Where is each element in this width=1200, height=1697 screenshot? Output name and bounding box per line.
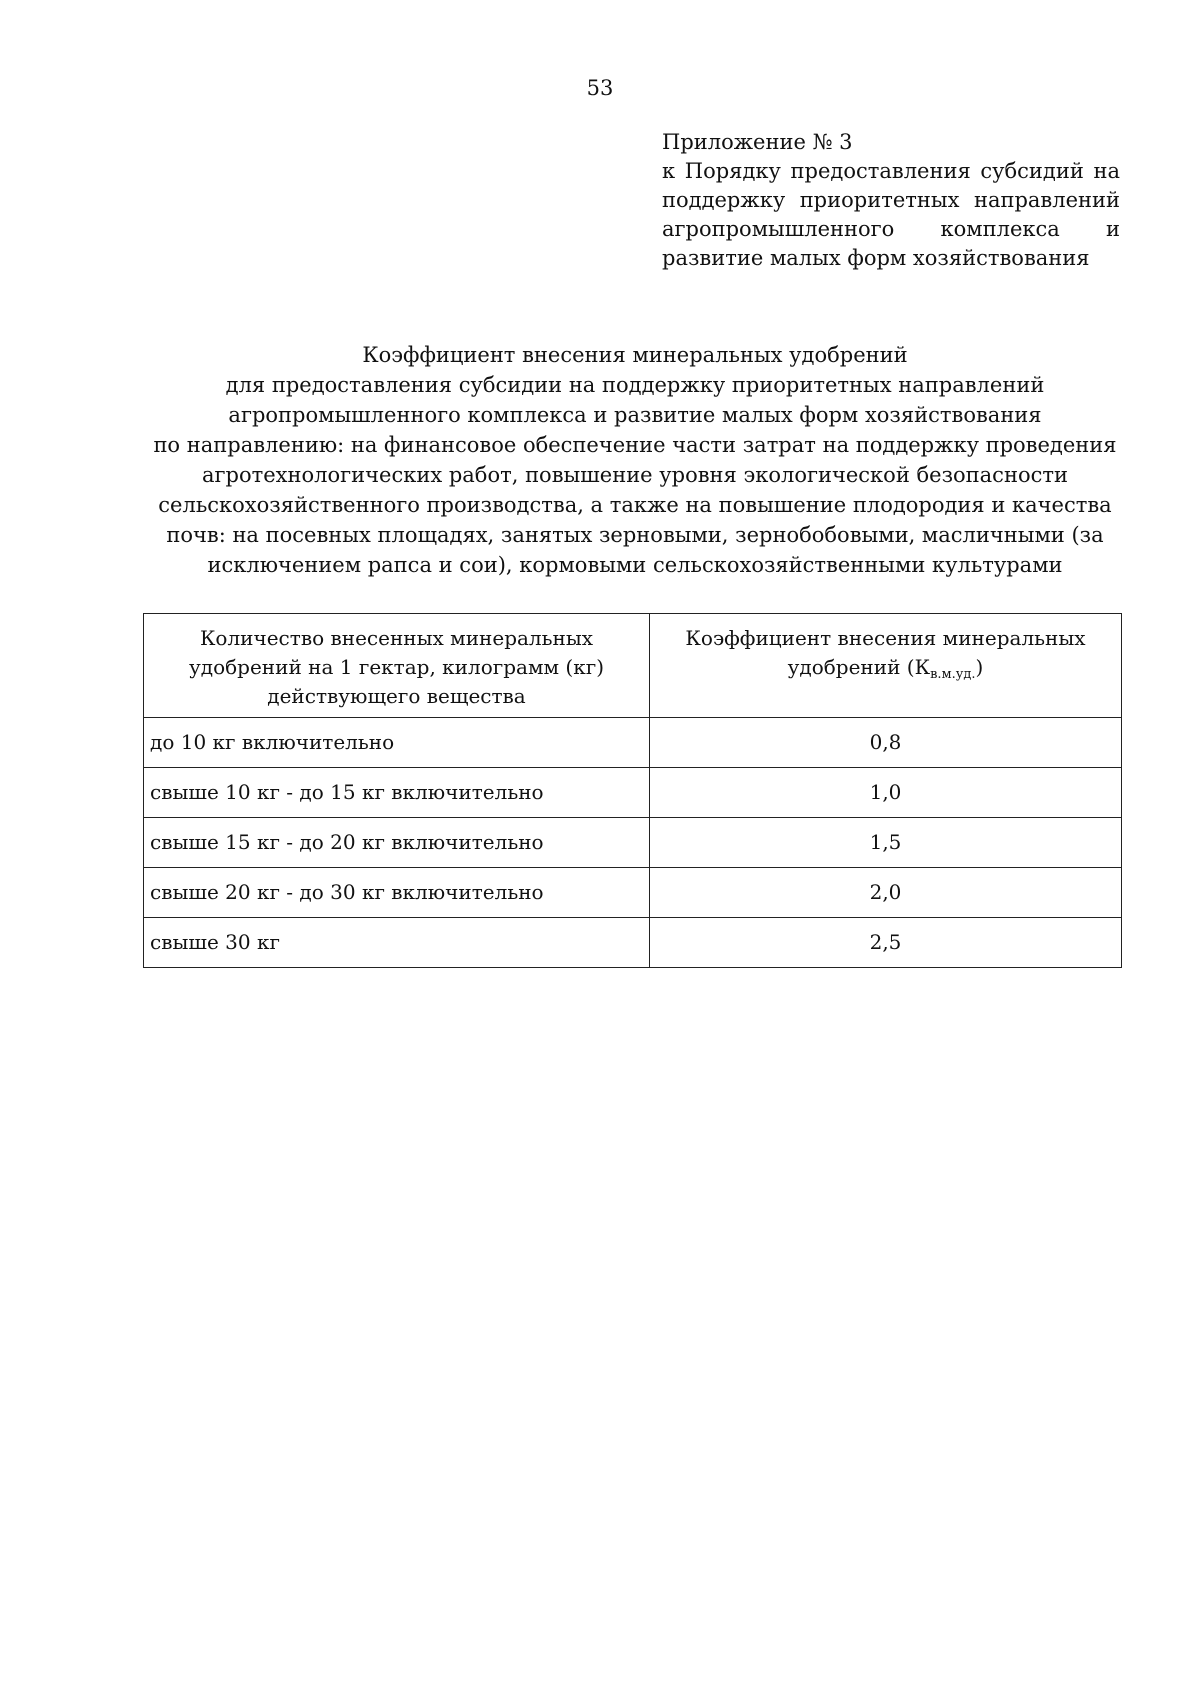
document-heading — [120, 340, 1150, 580]
value-cell: 2,0 — [650, 868, 1122, 918]
table-row — [144, 718, 1122, 768]
value-cell: 0,8 — [650, 718, 1122, 768]
header-quantity: Количество внесенных минеральных удобрений на 1 гектар, килограмм (кг) действующего вещества — [144, 614, 650, 718]
range-cell: свыше 15 кг - до 20 кг включительно — [144, 818, 650, 868]
table-row — [144, 818, 1122, 868]
table-row — [144, 768, 1122, 818]
appendix-block — [662, 128, 1120, 273]
heading-line: агротехнологических работ, повышение уровня экологической безопасности — [202, 463, 1068, 487]
heading-line: агропромышленного комплекса и развитие малых форм хозяйствования — [228, 403, 1042, 427]
heading-line: почв: на посевных площадях, занятых зерновыми, зернобобовыми, масличными (за — [166, 523, 1104, 547]
coefficient-table — [143, 613, 1122, 968]
range-cell: свыше 20 кг - до 30 кг включительно — [144, 868, 650, 918]
page-number: 53 — [586, 76, 614, 100]
heading-line: исключением рапса и сои), кормовыми сельскохозяйственными культурами — [207, 553, 1063, 577]
header-coefficient-subscript: в.м.уд. — [930, 667, 976, 682]
header-coefficient — [650, 614, 1122, 718]
appendix-line: к Порядку предоставления субсидий на — [662, 159, 1120, 183]
range-cell: свыше 10 кг - до 15 кг включительно — [144, 768, 650, 818]
table-row — [144, 868, 1122, 918]
range-cell: до 10 кг включительно — [144, 718, 650, 768]
heading-line: сельскохозяйственного производства, а также на повышение плодородия и качества — [158, 493, 1112, 517]
value-cell: 2,5 — [650, 918, 1122, 968]
value-cell: 1,0 — [650, 768, 1122, 818]
appendix-title: Приложение № 3 — [662, 130, 853, 154]
appendix-line: агропромышленного комплекса и — [662, 217, 1120, 241]
table-row — [144, 918, 1122, 968]
value-cell: 1,5 — [650, 818, 1122, 868]
header-coefficient-close: ) — [975, 655, 984, 679]
table-header-row — [144, 614, 1122, 718]
heading-line: Коэффициент внесения минеральных удобрений — [362, 343, 908, 367]
appendix-line: развитие малых форм хозяйствования — [662, 246, 1090, 270]
heading-line: по направлению: на финансовое обеспечение части затрат на поддержку проведения — [153, 433, 1117, 457]
header-coefficient-text: Коэффициент внесения минеральных удобрений (К — [685, 626, 1086, 679]
range-cell: свыше 30 кг — [144, 918, 650, 968]
appendix-line: поддержку приоритетных направлений — [662, 188, 1120, 212]
heading-line: для предоставления субсидии на поддержку приоритетных направлений — [225, 373, 1045, 397]
